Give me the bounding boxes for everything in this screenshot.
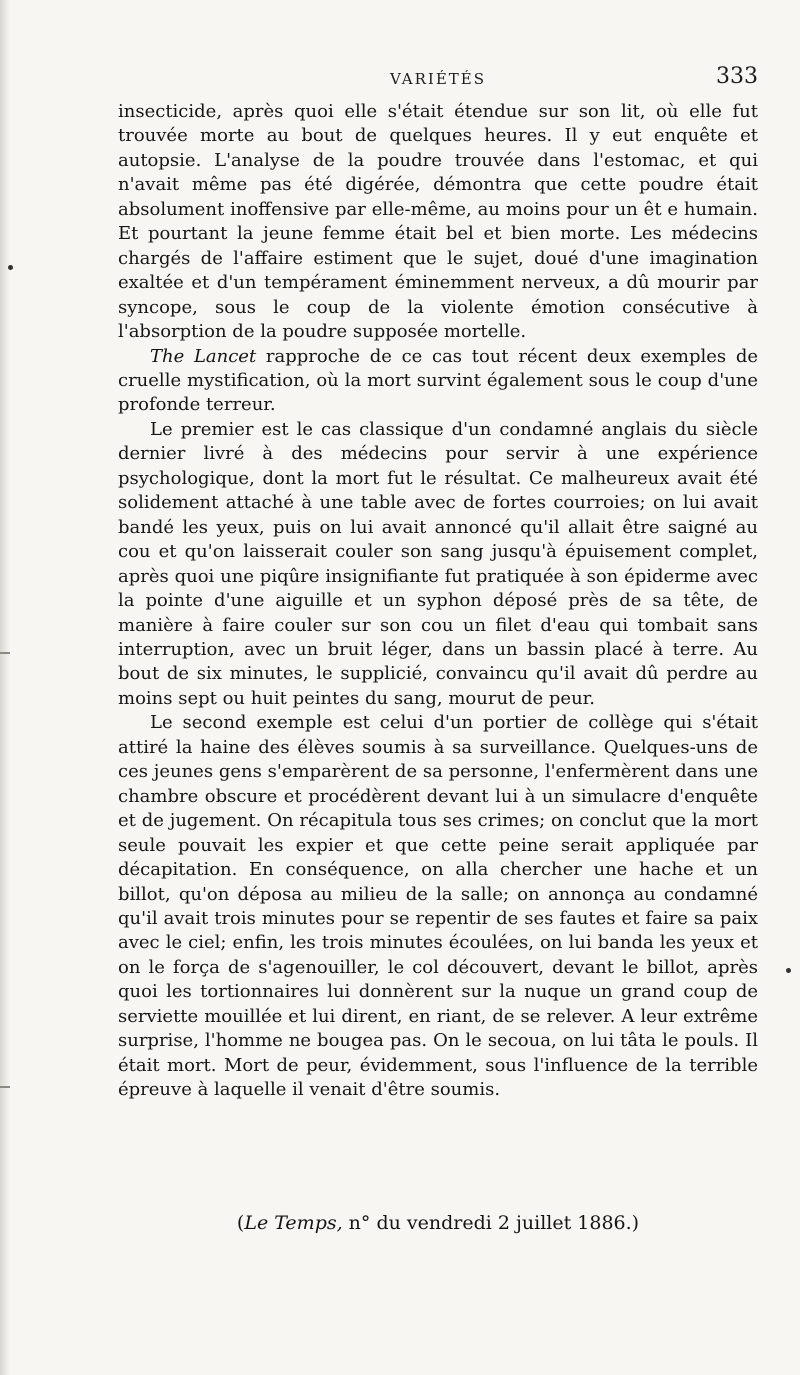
citation-journal: Le Temps, [244, 1212, 343, 1234]
paragraph: insecticide, après quoi elle s'était étendue sur son lit, où elle fut trouvée morte au bout de quelques heures. Il y eut enquête et autopsie. L'analyse de la poudre trouvée dans l'estomac, et qui n'avait même pas été digérée, démontra que cette poudre était absolument inoffensive par elle-même, au moins pour un êt e humain. Et pourtant la jeune femme était bel et bien morte. Les médecins chargés de l'affaire estiment que le sujet, doué d'une imagination exaltée et d'un tempérament éminemment nerveux, a dû mourir par syncope, sous le coup de la violente émotion consécutive à l'absorption de la poudre supposée mortelle. [118, 101, 758, 343]
citation-details: n° du vendredi 2 juillet 1886.) [342, 1212, 640, 1234]
paragraph: Le premier est le cas classique d'un condamné anglais du siècle dernier livré à des médecins pour servir à une expérience psychologique, dont la mort fut le résultat. Ce malheureux avait été solidement attaché à une table avec de fortes courroies; on lui avait bandé les yeux, puis on lui avait annoncé qu'il allait être saigné au cou et qu'on laisserait couler son sang jusqu'à épuisement complet, après quoi une piqûre insignifiante fut pratiquée à son épiderme avec la pointe d'une aiguille et un syphon déposé près de sa tête, de manière à faire couler sur son cou un filet d'eau qui tombait sans interruption, avec un bruit léger, dans un bassin placé à terre. Au bout de six minutes, le supplicié, convaincu qu'il avait dû perdre au moins sept ou huit peintes du sang, mourut de peur. [118, 418, 758, 709]
page-number: 333 [716, 64, 758, 89]
margin-mark [0, 1086, 10, 1088]
article-body [118, 100, 758, 1103]
journal-title: The Lancet [150, 345, 257, 367]
paragraph [118, 345, 758, 418]
running-title: VARIÉTÉS [389, 70, 487, 88]
paragraph-text: rapproche de ce cas tout récent deux exemples de cruelle mystification, où la mort survint également sous le coup d'une profonde terreur. [118, 345, 758, 416]
citation-open: ( [236, 1212, 245, 1234]
page-gutter-shadow [0, 0, 10, 1375]
margin-dot [786, 968, 791, 973]
source-citation [118, 1212, 758, 1234]
margin-mark [0, 652, 10, 654]
margin-dot [8, 265, 13, 270]
running-head [118, 64, 758, 94]
paragraph: Le second exemple est celui d'un portier de collège qui s'était attiré la haine des élèves soumis à sa surveillance. Quelques-uns de ces jeunes gens s'emparèrent de sa personne, l'enfermèrent dans une chambre obscure et procédèrent devant lui à un simulacre d'enquête et de jugement. On récapitula tous ses crimes; on conclut que la mort seule pouvait les expier et que cette peine serait appliquée par décapitation. En conséquence, on alla chercher une hache et un billot, qu'on déposa au milieu de la salle; on annonça au condamné qu'il avait trois minutes pour se repentir de ses fautes et faire sa paix avec le ciel; enfin, les trois minutes écoulées, on lui banda les yeux et on le força de s'agenouiller, le col découvert, devant le billot, après quoi les tortionnaires lui donnèrent sur la nuque un grand coup de serviette mouillée et lui dirent, en riant, de se relever. A leur extrême surprise, l'homme ne bougea pas. On le secoua, on lui tâta le pouls. Il était mort. Mort de peur, évidemment, sous l'influence de la terrible épreuve à laquelle il venait d'être soumis. [118, 712, 758, 1101]
